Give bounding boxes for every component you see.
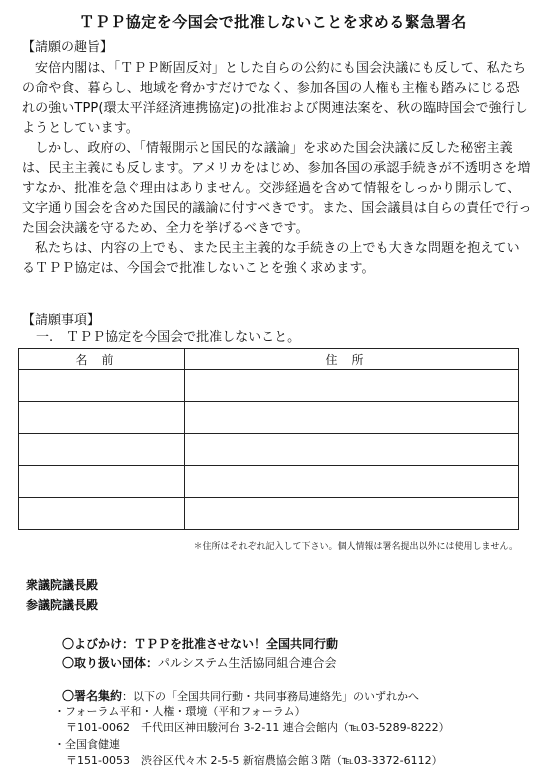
addressee-upper-house: 参議院議長殿 — [26, 598, 99, 612]
address-cell[interactable] — [185, 434, 519, 466]
page-title: ＴＰＰ協定を今国会で批准しないことを求める緊急署名 — [79, 13, 467, 31]
signature-table — [18, 348, 519, 530]
name-cell[interactable] — [19, 498, 185, 530]
collection-line — [62, 688, 419, 705]
purpose-paragraph-2: しかし、政府の、「情報開示と国民的な議論」を求めた国会決議に反した秘密主義は、民主主義にも反します。アメリカをはじめ、参加各国の承認手続きが不透明さを増すなか、批准を急ぐ理由はありません。交渉経過を含めて情報をしっかり開示して、文字通り国会を含めた国民的議論に付すべきです。また、国会議員は自らの責任で行った国会決議を守るため、全力を挙げるべきです。 — [22, 141, 532, 236]
name-cell[interactable] — [19, 434, 185, 466]
purpose-heading: 【請願の趣旨】 — [22, 40, 114, 55]
signature-row — [19, 466, 519, 498]
purpose-paragraph-3: 私たちは、内容の上でも、また民主主義的な手続きの上でも大きな問題を抱えているＴＰＰ協定は、今国会で批准しないことを強く求めます。 — [22, 241, 520, 276]
purpose-paragraph-1: 安倍内閣は、「ＴＰＰ断固反対」とした自らの公約にも国会決議にも反して、私たちの命や食、暮らし、地域を脅かすだけでなく、参加各国の人権も主権も踏みにじる恐れの強いTPP(環太平洋経済連携協定)の批准および関連法案を、秋の臨時国会で強行しようとしています。 — [22, 61, 528, 136]
address-column-header: 住所 — [185, 349, 519, 370]
name-cell[interactable] — [19, 370, 185, 402]
caller-value: ＴＰＰを批准させない！全国共同行動 — [134, 637, 339, 651]
name-cell[interactable] — [19, 402, 185, 434]
caller-line — [62, 636, 338, 652]
items-heading: 【請願事項】 — [22, 313, 101, 328]
handler-line — [62, 655, 337, 671]
handler-label: 〇取り扱い団体： — [62, 656, 159, 670]
addressee-lower-house: 衆議院議長殿 — [26, 578, 99, 592]
signature-row — [19, 434, 519, 466]
signature-table-header — [19, 349, 519, 370]
contact-1-name: ・フォーラム平和・人権・環境（平和フォーラム） — [54, 705, 306, 718]
contact-2-name: ・全国食健連 — [54, 738, 120, 751]
signature-row — [19, 498, 519, 530]
address-cell[interactable] — [185, 402, 519, 434]
petition-item: 一. ＴＰＰ協定を今国会で批准しないこと。 — [36, 330, 301, 345]
name-column-header: 名前 — [19, 349, 185, 370]
collection-label: 〇署名集約 — [62, 689, 123, 703]
purpose-body — [22, 59, 532, 279]
contact-2-address: 〒151-0053 渋谷区代々木 2-5-5 新宿農協会館３階（℡03-3372-6112） — [66, 754, 443, 767]
collection-value: ：以下の「全国共同行動・共同事務局連絡先」のいずれかへ — [122, 690, 420, 703]
contact-1-address: 〒101-0062 千代田区神田駿河台 3-2-11 連合会館内（℡03-5289-8222） — [66, 721, 450, 734]
privacy-note: ＊住所はそれぞれ記入して下さい。個人情報は署名提出以外には使用しません。 — [193, 542, 518, 552]
address-cell[interactable] — [185, 370, 519, 402]
address-cell[interactable] — [185, 466, 519, 498]
address-cell[interactable] — [185, 498, 519, 530]
signature-row — [19, 402, 519, 434]
handler-value: パルシステム生活協同組合連合会 — [158, 656, 337, 670]
signature-row — [19, 370, 519, 402]
caller-label: 〇よびかけ： — [62, 637, 135, 651]
name-cell[interactable] — [19, 466, 185, 498]
